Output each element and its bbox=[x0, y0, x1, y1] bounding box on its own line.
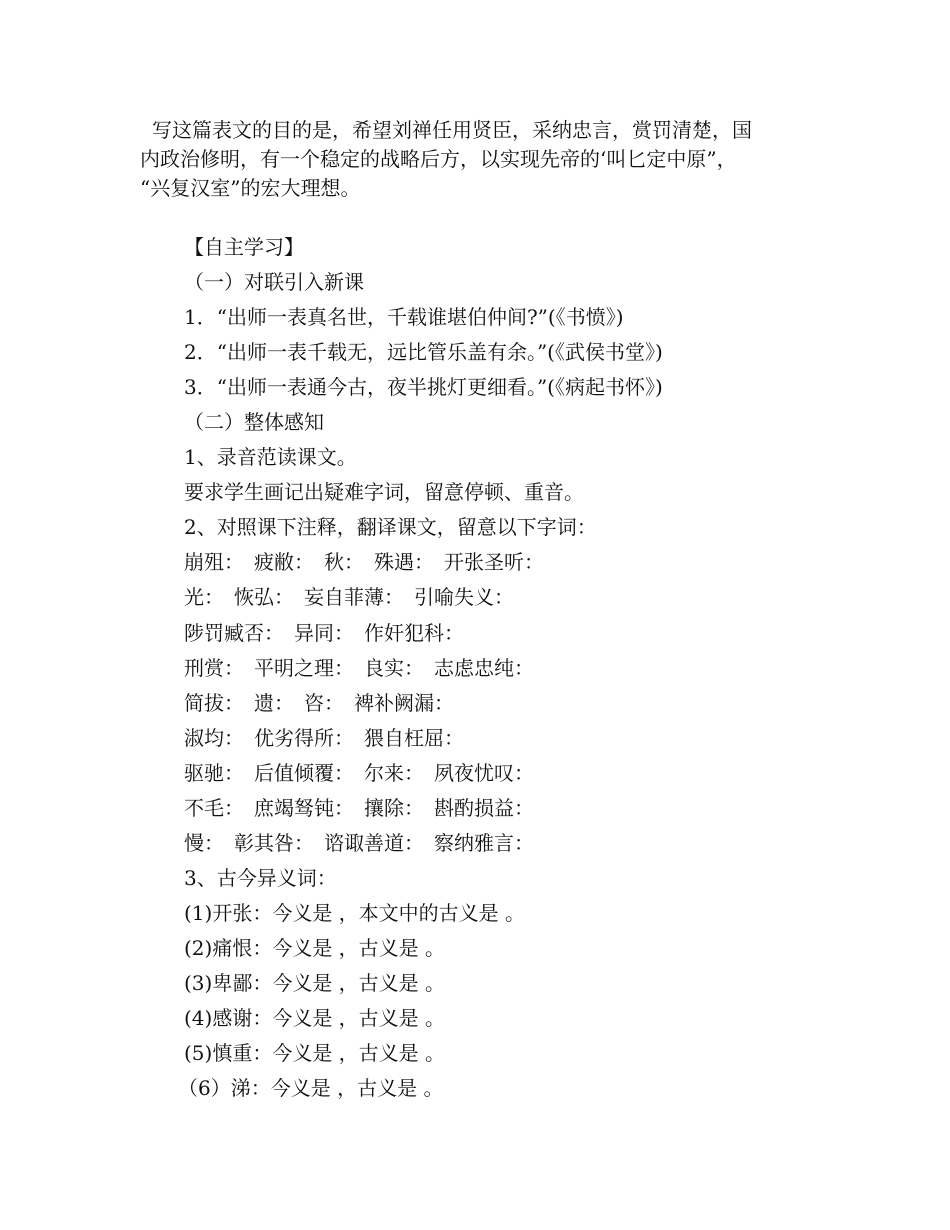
intro-line-2: 内政治修明，有一个稳定的战略后方，以实现先帝的‘叫匕定中原”， bbox=[140, 147, 737, 171]
step-1-requirement: 要求学生画记出疑难字词，留意停顿、重音。 bbox=[184, 480, 584, 505]
vocab-row-6: 淑均： 优劣得所： 猥自枉屈： bbox=[184, 725, 464, 750]
couplet-item-3: 3．“出师一表通今古，夜半挑灯更细看。”(《病起书怀》) bbox=[184, 375, 663, 400]
subsection-heading-overall: （二）整体感知 bbox=[184, 410, 324, 435]
vocab-row-1: 崩殂： 疲敝： 秋： 殊遇： 开张圣听： bbox=[184, 550, 544, 575]
couplet-item-2: 2．“出师一表千载无，远比管乐盖有余。”(《武侯书堂》) bbox=[184, 340, 663, 365]
vocab-row-7: 驱驰： 后值倾覆： 尔来： 夙夜忧叹： bbox=[184, 760, 534, 785]
meaning-item-4: (4)感谢：今义是 ，古义是 。 bbox=[184, 1006, 446, 1031]
meaning-item-1: (1)开张：今义是 ，本文中的古义是 。 bbox=[184, 900, 526, 925]
vocab-row-2: 光： 恢弘： 妄自菲薄： 引喻失义： bbox=[184, 585, 514, 610]
intro-paragraph bbox=[140, 116, 840, 203]
step-3-heading: 3、古今异义词： bbox=[184, 865, 337, 890]
meaning-item-6: （6）涕：今义是 ，古义是 。 bbox=[178, 1076, 444, 1101]
meaning-item-2: (2)痛恨：今义是 ，古义是 。 bbox=[184, 935, 446, 960]
couplet-item-1: 1．“出师一表真名世，千载谁堪伯仲间?”(《书愤》) bbox=[184, 305, 624, 330]
intro-line-3: “兴复汉室”的宏大理想。 bbox=[140, 176, 361, 200]
step-1-listen: 1、录音范读课文。 bbox=[184, 445, 357, 470]
vocab-row-3: 陟罚臧否： 异同： 作奸犯科： bbox=[184, 620, 464, 645]
study-content bbox=[178, 230, 884, 1106]
vocab-row-9: 慢： 彰其咎： 谘诹善道： 察纳雅言： bbox=[184, 830, 534, 855]
section-heading-self-study: 【自主学习】 bbox=[184, 235, 304, 259]
vocab-row-4: 刑赏： 平明之理： 良实： 志虑忠纯： bbox=[184, 655, 534, 680]
step-2-translate: 2、对照课下注释，翻译课文，留意以下字词： bbox=[184, 515, 597, 540]
intro-line-1: 写这篇表文的目的是，希望刘禅任用贤臣，采纳忠言，赏罚清楚，国 bbox=[152, 118, 752, 142]
vocab-row-8: 不毛： 庶竭驽钝： 攘除： 斟酌损益： bbox=[184, 795, 534, 820]
vocab-row-5: 简拔： 遗： 咨： 裨补阙漏： bbox=[184, 690, 454, 715]
meaning-item-3: (3)卑鄙：今义是 ，古义是 。 bbox=[184, 970, 446, 995]
meaning-item-5: (5)慎重：今义是 ，古义是 。 bbox=[184, 1041, 446, 1066]
subsection-heading-couplets: （一）对联引入新课 bbox=[184, 270, 364, 295]
